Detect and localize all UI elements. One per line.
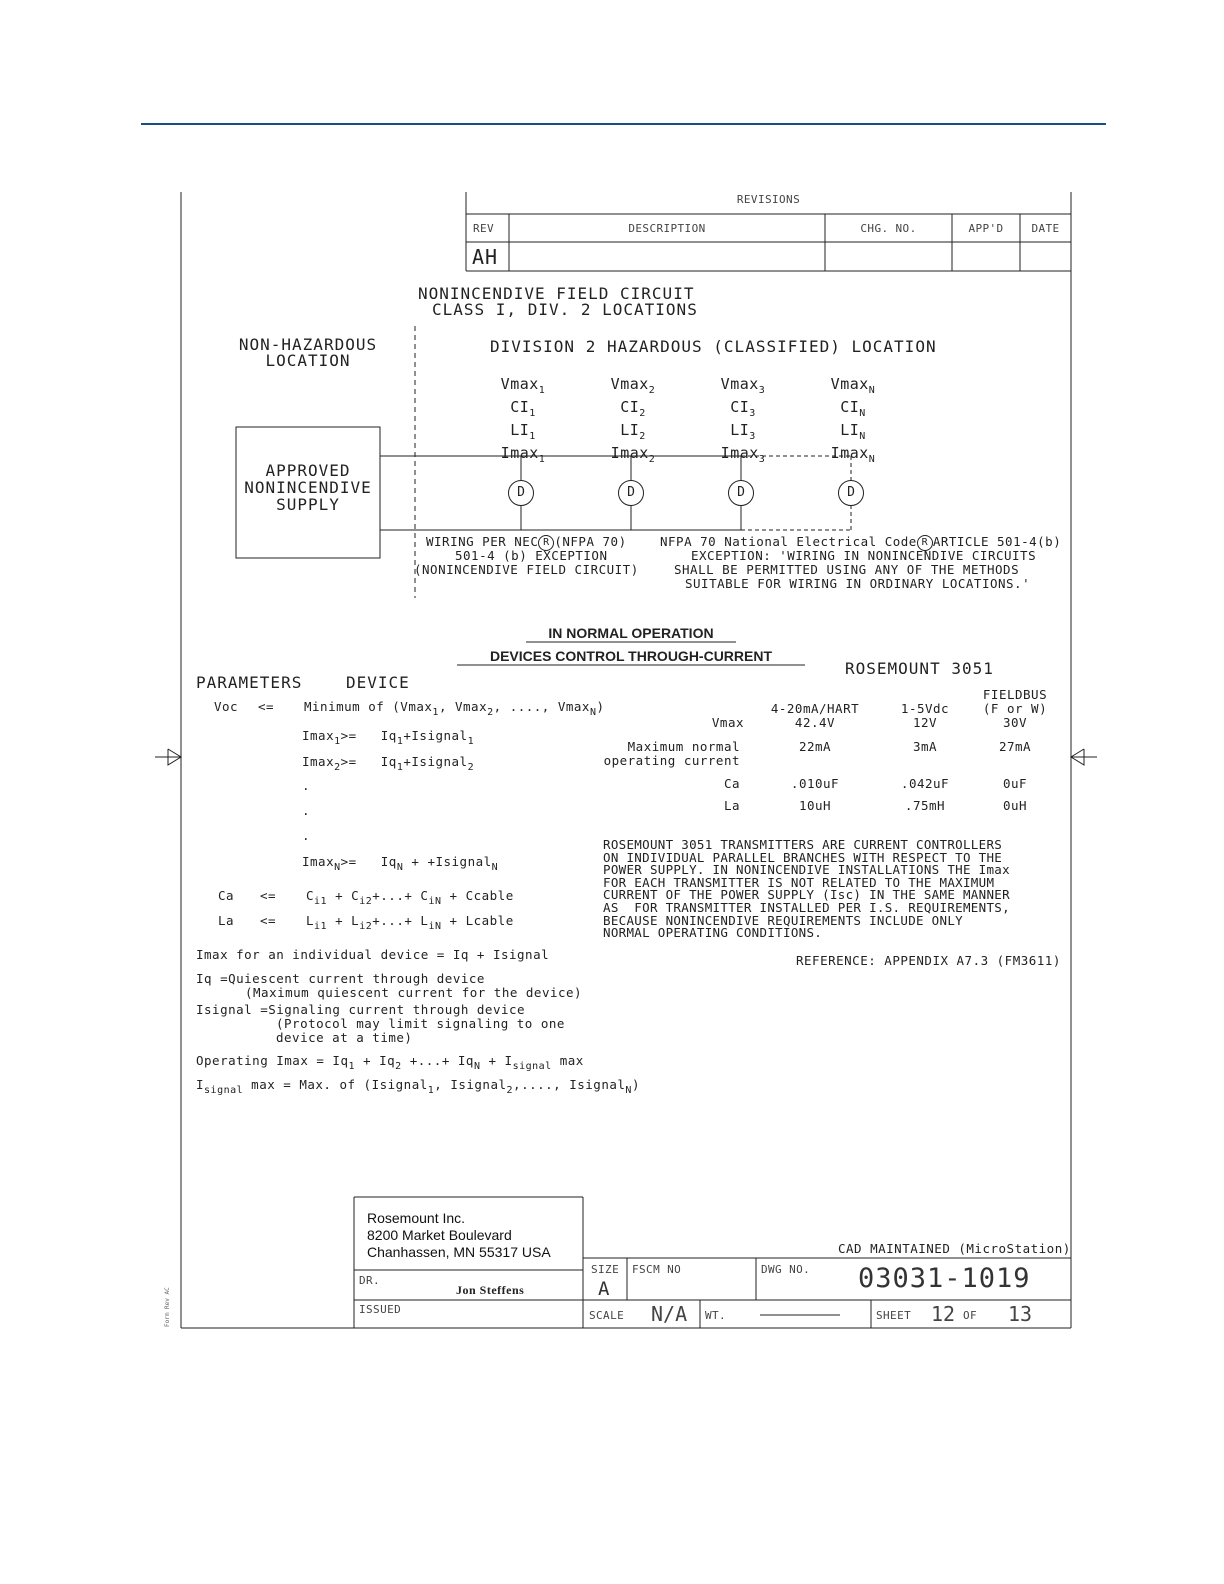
- device-header: DEVICE: [346, 673, 410, 692]
- col-hart: 4-20mA/HART: [770, 701, 860, 716]
- chg-no-header: CHG. NO.: [860, 222, 917, 235]
- device-params-3: Vmax$_3$ $CI_3$ $LI_3$ Imax$_3$: [720, 375, 766, 465]
- current-hart: 22mA: [798, 739, 832, 754]
- la-label: La: [218, 913, 235, 928]
- circuit-title-2: CLASS I, DIV. 2 LOCATIONS: [432, 300, 698, 319]
- ellipsis-dot-3: .: [302, 828, 311, 843]
- size-value: A: [598, 1278, 610, 1300]
- supply-box-label: APPROVED NONINCENDIVE SUPPLY: [244, 461, 372, 514]
- isignal-definition-3: device at a time): [276, 1030, 413, 1045]
- left-center-mark: [155, 749, 181, 765]
- wiring-note-right-2: EXCEPTION: 'WIRING IN NONINCENDIVE CIRCUITS: [691, 548, 1037, 563]
- row-current-label-2: operating current: [603, 753, 740, 768]
- ca-fieldbus: 0uF: [1002, 776, 1028, 791]
- iq-definition: Iq =Quiescent current through device: [196, 971, 485, 986]
- fieldbus-label: FIELDBUS: [982, 687, 1048, 702]
- isignal-max: $I_{signal}$ max = Max. of (Isignal$_1$, Isignal$_2$,...., Isignal$_N$): [196, 1077, 640, 1096]
- row-ca-label: Ca: [723, 776, 740, 791]
- description-header: DESCRIPTION: [628, 222, 706, 235]
- revisions-title: REVISIONS: [736, 193, 801, 206]
- isignal-definition-2: (Protocol may limit signaling to one: [276, 1016, 565, 1031]
- voc-op: <=: [258, 699, 275, 714]
- cad-maintained: CAD MAINTAINED (MicroStation): [838, 1241, 1071, 1256]
- rev-value: AH: [472, 245, 499, 269]
- ca-label: Ca: [218, 888, 235, 903]
- rosemount-paragraph: ROSEMOUNT 3051 TRANSMITTERS ARE CURRENT CONTROLLERS ON INDIVIDUAL PARALLEL BRANCHES WITH RESPECT TO THE POWER SUPPLY. IN NONINCENDIVE INSTALLATIONS THE Imax FOR EACH TRANSMITTER IS NOT RELATED TO THE MAXIMUM CURRENT OF THE POWER SUPPLY (Isc) IN THE SAME MANNER AS FOR TRANSMITTER INSTALLED PER I.S. REQUIREMENTS, BECAUSE NONINCENDIVE REQUIREMENTS INCLUDE ONLY NORMAL OPERATING CONDITIONS.: [603, 837, 1010, 941]
- devices-control-heading: DEVICES CONTROL THROUGH-CURRENT: [489, 648, 773, 664]
- operating-imax: Operating $Imax = Iq_1 + Iq_2$ +...+ $Iq_N + I_{signal}$ max: [196, 1053, 584, 1072]
- date-header: DATE: [1031, 222, 1060, 235]
- dr-label: DR.: [359, 1274, 381, 1287]
- circuit-title-1: NONINCENDIVE FIELD CIRCUIT: [418, 284, 695, 303]
- device-node-2: D: [618, 480, 644, 506]
- rev-header: REV: [473, 222, 495, 235]
- imax2-eq: Imax$_2$>= $Iq_1+Isignal_2$: [302, 754, 475, 773]
- wiring-note-right-3: SHALL BE PERMITTED USING ANY OF THE METHODS: [674, 562, 1020, 577]
- rosemount-title: ROSEMOUNT 3051: [845, 659, 994, 678]
- scale-label: SCALE: [589, 1309, 625, 1322]
- of-label: OF: [963, 1309, 978, 1322]
- vmax-1-5vdc: 12V: [912, 715, 938, 730]
- device-params-1: Vmax$_1$ $CI_1$ $LI_1$ Imax$_1$: [500, 375, 546, 465]
- wiring-note-left-3: (NONINCENDIVE FIELD CIRCUIT): [414, 562, 639, 577]
- device-node-n: D: [838, 480, 864, 506]
- sheet-label: SHEET: [876, 1309, 912, 1322]
- la-1-5vdc: .75mH: [904, 798, 946, 813]
- size-label: SIZE: [591, 1263, 620, 1276]
- nonhazardous-label: NON-HAZARDOUS LOCATION: [238, 335, 378, 370]
- company-address-1: 8200 Market Boulevard: [367, 1227, 512, 1243]
- voc-label: Voc: [214, 699, 239, 714]
- company-name: Rosemount Inc.: [367, 1210, 466, 1226]
- la-expr: $L_{i1} + L_{i2}+...+ L_{iN}$ + Lcable: [306, 913, 514, 932]
- row-la-label: La: [723, 798, 740, 813]
- appd-header: APP'D: [968, 222, 1004, 235]
- vmax-fieldbus: 30V: [1002, 715, 1028, 730]
- ca-hart: .010uF: [790, 776, 840, 791]
- la-hart: 10uH: [798, 798, 832, 813]
- col-1-5vdc: 1-5Vdc: [900, 701, 950, 716]
- fscm-label: FSCM NO: [632, 1263, 682, 1276]
- dwg-no-value: 03031-1019: [858, 1263, 1031, 1294]
- vmax-hart: 42.4V: [794, 715, 836, 730]
- current-fieldbus: 27mA: [998, 739, 1032, 754]
- iq-definition-2: (Maximum quiescent current for the device): [245, 985, 583, 1000]
- device-node-1: D: [508, 480, 534, 506]
- row-current-label: Maximum normal: [627, 739, 740, 754]
- current-1-5vdc: 3mA: [912, 739, 938, 754]
- weight-label: WT.: [705, 1309, 727, 1322]
- la-fieldbus: 0uH: [1002, 798, 1028, 813]
- ca-op: <=: [260, 888, 277, 903]
- registered-icon: R: [917, 535, 933, 551]
- imax-individual: Imax for an individual device = Iq + Isignal: [196, 947, 550, 962]
- imax1-eq: Imax$_1$>= $Iq_1+Isignal_1$: [302, 728, 475, 747]
- imaxn-eq: Imax$_N$>= $Iq_N$ + +Isignal$_N$: [302, 854, 499, 873]
- form-revision: Form Rev AC: [164, 1287, 171, 1327]
- device-params-n: Vmax$_N$ $CI_N$ $LI_N$ Imax$_N$: [830, 375, 876, 465]
- ca-expr: $C_{i1} + C_{i2}+...+ C_{iN}$ + Ccable: [306, 888, 514, 907]
- row-vmax-label: Vmax: [711, 715, 744, 730]
- issued-label: ISSUED: [359, 1303, 402, 1316]
- sheet-value: 12: [931, 1302, 956, 1326]
- ca-1-5vdc: .042uF: [900, 776, 950, 791]
- scale-value: N/A: [651, 1302, 688, 1326]
- wiring-note-right-4: SUITABLE FOR WIRING IN ORDINARY LOCATIONS.': [685, 576, 1031, 591]
- right-center-mark: [1071, 749, 1097, 765]
- wiring-note-right-1: NFPA 70 National Electrical Code R ARTICLE 501-4(b): [660, 534, 1062, 549]
- ellipsis-dot-2: .: [302, 803, 311, 818]
- dwg-no-label: DWG NO.: [761, 1263, 811, 1276]
- isignal-definition: Isignal =Signaling current through device: [196, 1002, 526, 1017]
- registered-icon: R: [538, 535, 554, 551]
- la-op: <=: [260, 913, 277, 928]
- ellipsis-dot-1: .: [302, 778, 311, 793]
- hazardous-label: DIVISION 2 HAZARDOUS (CLASSIFIED) LOCATION: [490, 337, 937, 356]
- reference-note: REFERENCE: APPENDIX A7.3 (FM3611): [796, 953, 1061, 968]
- voc-expr: Minimum of (Vmax$_1$, Vmax$_2$, ...., Vmax$_N$): [304, 699, 605, 718]
- device-params-2: Vmax$_2$ $CI_2$ $LI_2$ Imax$_2$: [610, 375, 656, 465]
- device-node-3: D: [728, 480, 754, 506]
- normal-operation-heading: IN NORMAL OPERATION: [548, 625, 714, 641]
- wiring-note-left-2: 501-4 (b) EXCEPTION: [455, 548, 608, 563]
- of-value: 13: [1008, 1302, 1033, 1326]
- company-address-2: Chanhassen, MN 55317 USA: [367, 1244, 551, 1260]
- parameters-header: PARAMETERS: [196, 673, 303, 692]
- fieldbus-sub: (F or W): [982, 701, 1048, 716]
- drawn-by-signature: Jon Steffens: [456, 1283, 525, 1297]
- wiring-note-left-1: WIRING PER NEC R (NFPA 70): [426, 534, 627, 549]
